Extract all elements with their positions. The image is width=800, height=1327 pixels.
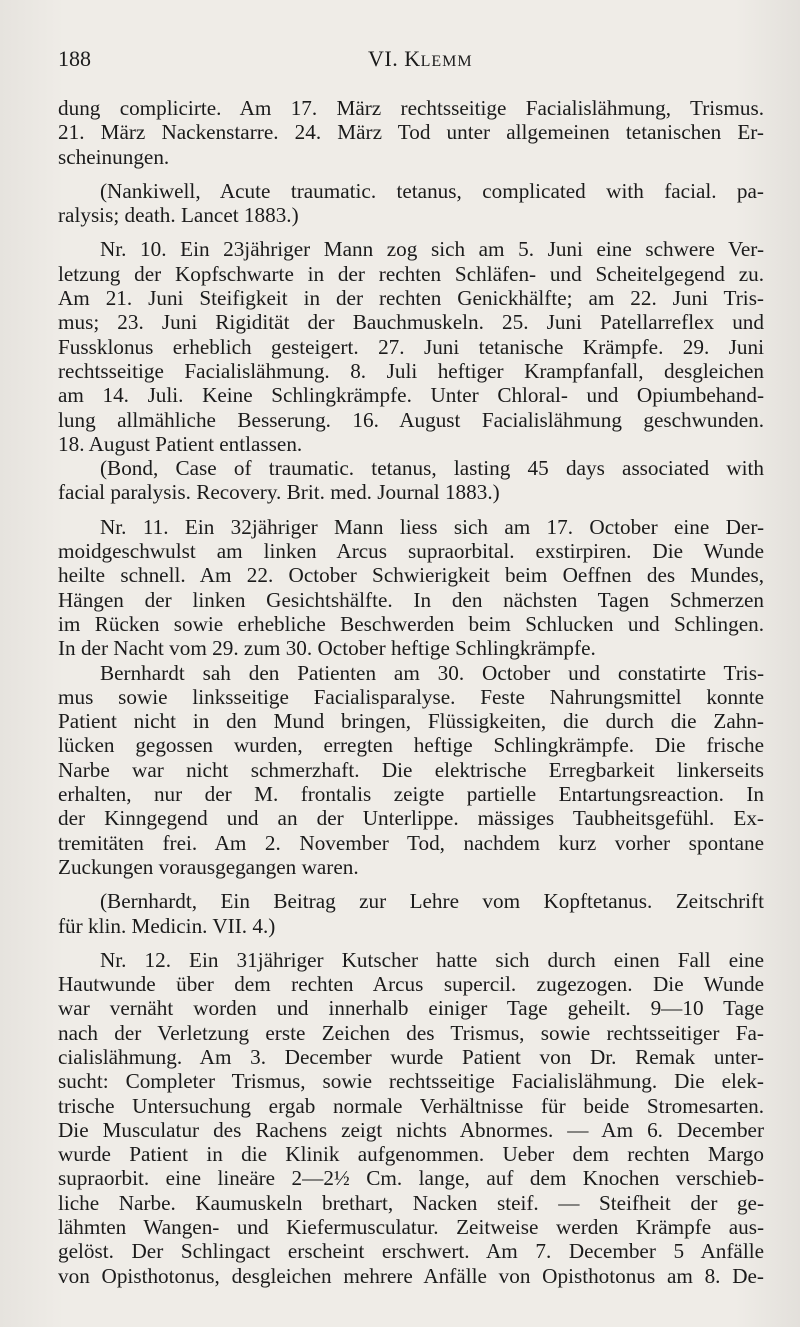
text-line: erhalten, nur der M. frontalis zeigte partielle Entartungsreaction. In	[58, 782, 764, 807]
text-line: Fussklonus erheblich gesteigert. 27. Juni tetanische Krämpfe. 29. Juni	[58, 334, 764, 359]
text-line: In der Nacht vom 29. zum 30. October heftige Schlingkrämpfe.	[58, 636, 596, 661]
text-line: im Rücken sowie erhebliche Beschwerden beim Schlucken und Schlingen.	[58, 611, 764, 636]
page-number: 188	[58, 46, 91, 71]
text-line: am 14. Juli. Keine Schlingkrämpfe. Unter Chloral- und Opiumbehand-	[58, 383, 764, 408]
text-line: supraorbit. eine lineäre 2—2½ Cm. lange, auf dem Knochen verschieb-	[58, 1166, 764, 1191]
text-line: Bernhardt sah den Patienten am 30. October und constatirte Tris-	[100, 660, 764, 685]
text-line: Nr. 12. Ein 31jähriger Kutscher hatte sich durch einen Fall eine	[100, 947, 764, 972]
text-line: Zuckungen vorausgegangen waren.	[58, 854, 359, 879]
text-line: moidgeschwulst am linken Arcus supraorbital. exstirpiren. Die Wunde	[58, 539, 764, 564]
paragraph-bernhardt-observation	[58, 661, 764, 880]
text-line: cialislähmung. Am 3. December wurde Patient von Dr. Remak unter-	[58, 1044, 764, 1069]
text-line: Hautwunde über dem rechten Arcus supercil. zugezogen. Die Wunde	[58, 972, 764, 997]
page-body	[58, 96, 764, 1288]
text-line: scheinungen.	[58, 144, 170, 169]
text-line: lung allmähliche Besserung. 16. August Facialislähmung geschwunden.	[58, 407, 764, 432]
running-head-numeral: VI. K	[368, 46, 421, 71]
text-line: war vernäht worden und innerhalb einiger Tage geheilt. 9—10 Tage	[58, 996, 764, 1021]
text-line: ralysis; death. Lancet 1883.)	[58, 203, 299, 228]
citation-bond	[58, 456, 764, 505]
text-line: Nr. 10. Ein 23jähriger Mann zog sich am 5. Juni eine schwere Ver-	[100, 237, 764, 262]
text-line: (Nankiwell, Acute traumatic. tetanus, complicated with facial. pa-	[100, 178, 764, 203]
running-head	[368, 46, 473, 72]
text-line: liche Narbe. Kaumuskeln brethart, Nacken steif. — Steifheit der ge-	[58, 1190, 764, 1215]
text-line: (Bernhardt, Ein Beitrag zur Lehre vom Kopftetanus. Zeitschrift	[100, 889, 764, 914]
text-line: rechtsseitige Facialislähmung. 8. Juli heftiger Krampfanfall, desgleichen	[58, 358, 764, 383]
text-line: 18. August Patient entlassen.	[58, 431, 303, 456]
paragraph-case-11	[58, 515, 764, 661]
text-line: Am 21. Juni Steifigkeit in der rechten Genickhälfte; am 22. Juni Tris-	[58, 286, 764, 311]
text-line: mus; 23. Juni Rigidität der Bauchmuskeln. 25. Juni Patellarreflex und	[58, 310, 764, 335]
text-line: nach der Verletzung erste Zeichen des Trismus, sowie rechtsseitiger Fa-	[58, 1020, 764, 1045]
paragraph-case-10	[58, 237, 764, 456]
page-header	[58, 46, 780, 76]
text-line: (Bond, Case of traumatic. tetanus, lasting 45 days associated with	[100, 456, 764, 481]
text-line: lücken gegossen wurden, erregten heftige Schlingkrämpfe. Die frische	[58, 733, 764, 758]
text-line: sucht: Completer Trismus, sowie rechtsseitige Facialislähmung. Die elek-	[58, 1069, 764, 1094]
paragraph-case-continuation	[58, 96, 764, 169]
text-line: von Opisthotonus, desgleichen mehrere Anfälle von Opisthotonus am 8. De-	[58, 1263, 764, 1288]
text-line: Die Musculatur des Rachens zeigt nichts Abnormes. — Am 6. December	[58, 1117, 764, 1142]
text-line: heilte schnell. Am 22. October Schwierigkeit beim Oeffnen des Mundes,	[58, 563, 764, 588]
text-line: Hängen der linken Gesichtshälfte. In den nächsten Tagen Schmerzen	[58, 587, 764, 612]
text-line: für klin. Medicin. VII. 4.)	[58, 913, 276, 938]
paragraph-case-12	[58, 948, 764, 1288]
text-line: der Kinngegend und an der Unterlippe. mässiges Taubheitsgefühl. Ex-	[58, 806, 764, 831]
citation-bernhardt	[58, 889, 764, 938]
text-line: dung complicirte. Am 17. März rechtsseitige Facialislähmung, Trismus.	[58, 96, 764, 120]
citation-nankiwell	[58, 179, 764, 228]
text-line: lähmten Wangen- und Kiefermusculatur. Zeitweise werden Krämpfe aus-	[58, 1215, 764, 1240]
text-line: Nr. 11. Ein 32jähriger Mann liess sich am 17. October eine Der-	[100, 514, 764, 539]
text-line: wurde Patient in die Klinik aufgenommen. Ueber dem rechten Margo	[58, 1142, 764, 1167]
text-line: mus sowie linksseitige Facialisparalyse. Feste Nahrungsmittel konnte	[58, 684, 764, 709]
text-line: Narbe war nicht schmerzhaft. Die elektrische Erregbarkeit linkerseits	[58, 757, 764, 782]
text-line: letzung der Kopfschwarte in der rechten Schläfen- und Scheitelgegend zu.	[58, 261, 764, 286]
running-head-author: LEMM	[420, 53, 473, 70]
text-line: 21. März Nackenstarre. 24. März Tod unter allgemeinen tetanischen Er-	[58, 120, 764, 145]
text-line: facial paralysis. Recovery. Brit. med. Journal 1883.)	[58, 480, 500, 505]
text-line: gelöst. Der Schlingact erscheint erschwert. Am 7. December 5 Anfälle	[58, 1239, 764, 1264]
text-line: Patient nicht in den Mund bringen, Flüssigkeiten, die durch die Zahn-	[58, 709, 764, 734]
text-line: tremitäten frei. Am 2. November Tod, nachdem kurz vorher spontane	[58, 830, 764, 855]
text-line: trische Untersuchung ergab normale Verhältnisse für beide Stromesarten.	[58, 1093, 764, 1118]
